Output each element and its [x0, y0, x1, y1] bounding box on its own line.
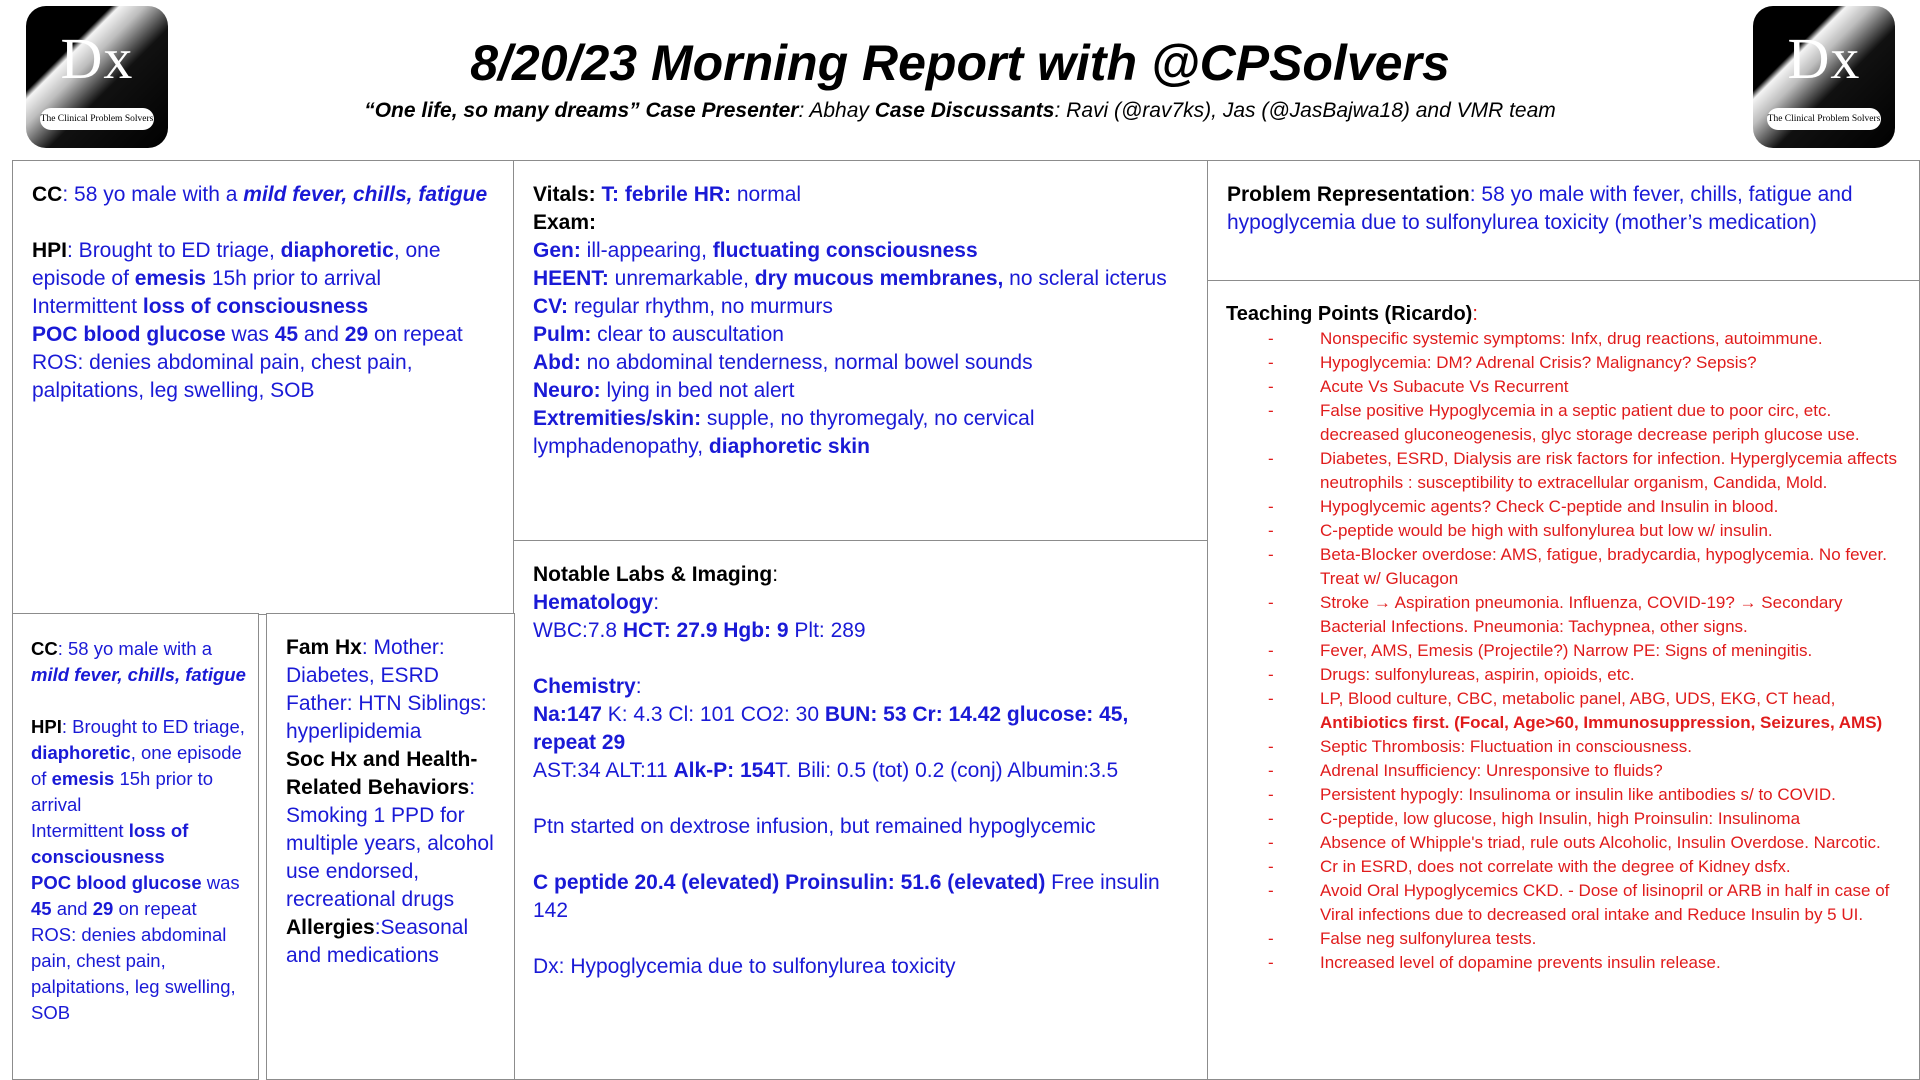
- cc-hpi-panel: [12, 160, 515, 615]
- cc-text: CC: 58 yo male with a mild fever, chills, fatigue: [32, 183, 488, 206]
- list-item: - Absence of Whipple's triad, rule outs Alcoholic, Insulin Overdose. Narcotic.: [1268, 833, 1881, 852]
- logo-mark: Dx: [1787, 26, 1861, 91]
- list-item: - Drugs: sulfonylureas, aspirin, opioids, etc.: [1268, 665, 1635, 684]
- list-item: - False positive Hypoglycemia in a septic patient due to poor circ, etc. decreased gluconeogenesis, glyc storage decrease periph glucose use.: [1268, 401, 1860, 444]
- list-item: - Hypoglycemia: DM? Adrenal Crisis? Malignancy? Sepsis?: [1268, 353, 1757, 372]
- list-item: - Adrenal Insufficiency: Unresponsive to fluids?: [1268, 761, 1663, 780]
- list-item: - C-peptide would be high with sulfonylurea but low w/ insulin.: [1268, 521, 1773, 540]
- list-item: - Nonspecific systemic symptoms: Infx, drug reactions, autoimmune.: [1268, 329, 1823, 348]
- teaching-list: [1226, 327, 1907, 975]
- case-quote: “One life, so many dreams”: [364, 99, 640, 122]
- logo-caption: The Clinical Problem Solvers: [40, 108, 154, 130]
- cc-text-small: CC: 58 yo male with a mild fever, chills, fatigue: [31, 638, 246, 685]
- presenter-label: Case Presenter: [645, 99, 799, 122]
- vitals-exam-panel: [513, 160, 1209, 542]
- list-item: - Stroke → Aspiration pneumonia. Influenza, COVID-19? → Secondary Bacterial Infections. Pneumonia: Tachypnea, other signs.: [1268, 593, 1843, 636]
- page-title: 8/20/23 Morning Report with @CPSolvers: [470, 35, 1450, 91]
- problem-text: Problem Representation: 58 yo male with fever, chills, fatigue and hypoglycemia due to sulfonylurea toxicity (mother’s medication): [1227, 183, 1853, 234]
- list-item: - Acute Vs Subacute Vs Recurrent: [1268, 377, 1569, 396]
- hpi-text-small: HPI: Brought to ED triage, diaphoretic, one episode of emesis 15h prior to arrival Intermittent loss of consciousness POC blood glucose was 45 and 29 on repeat ROS: denies abdominal pain, chest pain, palpitations, leg swelling, SOB: [31, 716, 245, 1023]
- problem-representation-panel: [1207, 160, 1920, 282]
- antibiotics-first: Antibiotics first. (Focal, Age>60, Immunosuppression, Seizures, AMS): [1320, 713, 1883, 732]
- vitals-text: Vitals: T: febrile HR: normal Exam: Gen: ill-appearing, fluctuating consciousness HEENT: unremarkable, dry mucous membranes, no scleral icterus CV: regular rhythm, no murmurs Pulm: clear to auscultation Abd: no abdominal tenderness, normal bowel sounds Neuro: lying in bed not alert Extremities/skin: supple, no thyromegaly, no cervical lymphadenopathy, diaphoretic skin: [533, 183, 1167, 458]
- labs-panel: [513, 540, 1209, 1080]
- list-item: - Fever, AMS, Emesis (Projectile?) Narrow PE: Signs of meningitis.: [1268, 641, 1813, 660]
- logo-left: [26, 6, 168, 148]
- page-subtitle: [170, 98, 1750, 124]
- list-item: - Beta-Blocker overdose: AMS, fatigue, bradycardia, hypoglycemia. No fever. Treat w/ Glucagon: [1268, 545, 1887, 588]
- family-social-panel: [266, 613, 515, 1080]
- fam-soc-text: Fam Hx: Mother: Diabetes, ESRD Father: HTN Siblings: hyperlipidemia Soc Hx and Health-Related Behaviors: Smoking 1 PPD for multiple years, alcohol use endorsed, recreational drugs Allergies:Seasonal and medications: [286, 636, 494, 967]
- logo-caption: The Clinical Problem Solvers: [1767, 108, 1881, 130]
- list-item: - Septic Thrombosis: Fluctuation in consciousness.: [1268, 737, 1692, 756]
- list-item: - C-peptide, low glucose, high Insulin, high Proinsulin: Insulinoma: [1268, 809, 1801, 828]
- labs-text: Notable Labs & Imaging: Hematology: WBC:7.8 HCT: 27.9 Hgb: 9 Plt: 289 Chemistry: Na:147 K: 4.3 Cl: 101 CO2: 30 BUN: 53 Cr: 14.42 glucose: 45, repeat 29 AST:34 ALT:11 Alk-P: 154T. Bili: 0.5 (tot) 0.2 (conj) Albumin:3.5 Ptn started on dextrose infusion, but remained hypoglycemic C peptide 20.4 (elevated) Proinsulin: 51.6 (elevated) Free insulin 142 Dx: Hypoglycemia due to sulfonylurea toxicity: [533, 563, 1160, 978]
- list-item: - LP, Blood culture, CBC, metabolic panel, ABG, UDS, EKG, CT head, Antibiotics first. (Focal, Age>60, Immunosuppression, Seizures, AMS): [1268, 689, 1883, 732]
- teaching-points-panel: [1207, 280, 1920, 1080]
- presenter: : Abhay: [798, 99, 875, 122]
- logo-mark: Dx: [60, 26, 134, 91]
- list-item: - Avoid Oral Hypoglycemics CKD. - Dose of lisinopril or ARB in half in case of Viral infections due to decreased oral intake and Reduce Insulin by 5 UI.: [1268, 881, 1890, 924]
- list-item: - Persistent hypogly: Insulinoma or insulin like antibodies s/ to COVID.: [1268, 785, 1836, 804]
- teaching-title: Teaching Points (Ricardo):: [1226, 303, 1478, 325]
- diagnosis: Dx: Hypoglycemia due to sulfonylurea toxicity: [533, 955, 956, 978]
- list-item: - Diabetes, ESRD, Dialysis are risk factors for infection. Hyperglycemia affects neutrophils : susceptibility to extracellular organism, Candida, Mold.: [1268, 449, 1897, 492]
- hpi-text: HPI: Brought to ED triage, diaphoretic, one episode of emesis 15h prior to arrival Intermittent loss of consciousness POC blood glucose was 45 and 29 on repeat ROS: denies abdominal pain, chest pain, palpitations, leg swelling, SOB: [32, 239, 463, 402]
- list-item: - Hypoglycemic agents? Check C-peptide and Insulin in blood.: [1268, 497, 1779, 516]
- cc-hpi-small-panel: [12, 613, 259, 1080]
- discussants: : Ravi (@rav7ks), Jas (@JasBajwa18) and VMR team: [1054, 99, 1556, 122]
- list-item: - Cr in ESRD, does not correlate with the degree of Kidney dsfx.: [1268, 857, 1791, 876]
- logo-right: [1753, 6, 1895, 148]
- list-item: - False neg sulfonylurea tests.: [1268, 929, 1537, 948]
- list-item: - Increased level of dopamine prevents insulin release.: [1268, 953, 1721, 972]
- discussants-label: Case Discussants: [874, 99, 1055, 122]
